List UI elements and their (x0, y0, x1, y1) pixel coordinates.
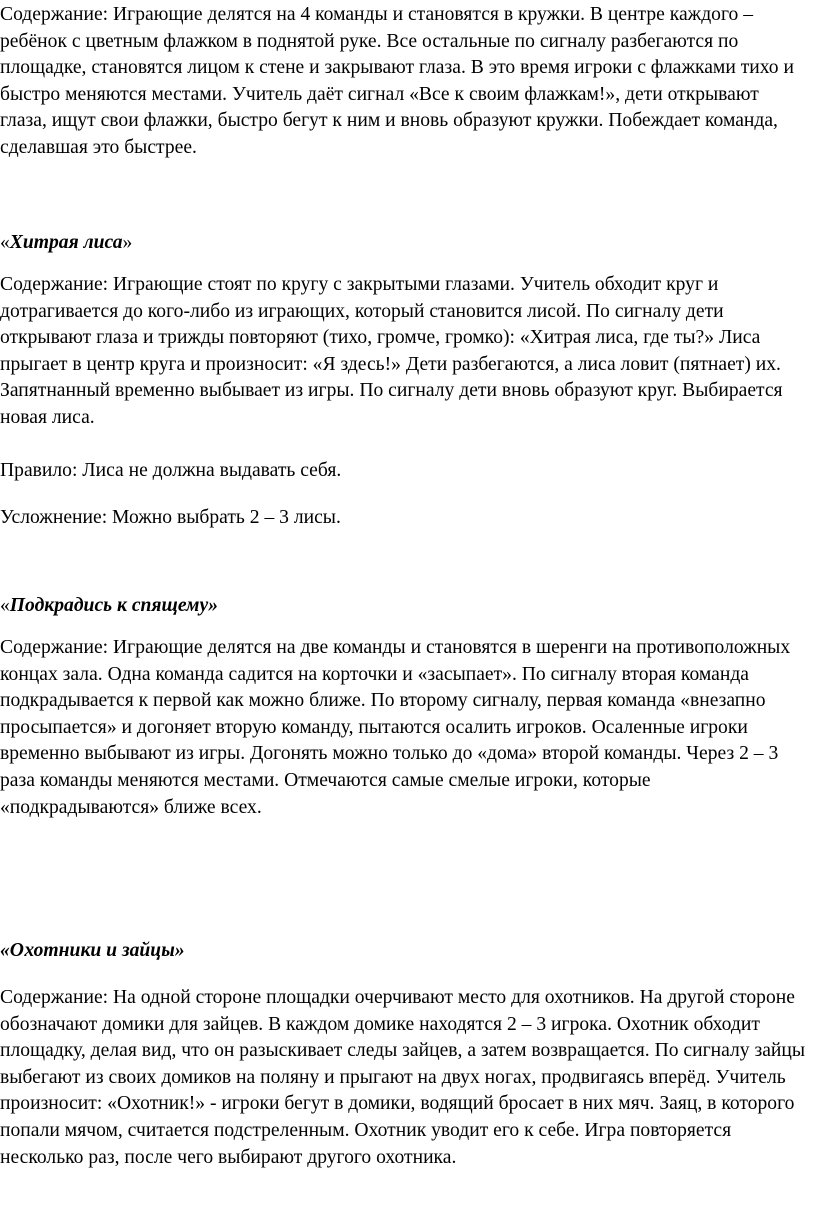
game-title-sneak-to-sleeper (0, 593, 218, 620)
game-title-text: Хитрая лиса (9, 232, 123, 253)
game-title-text: Охотники и зайцы (9, 940, 175, 961)
open-quote: « (0, 232, 10, 253)
game-content-paragraph: Содержание: На одной стороне площадки очерчивают место для охотников. На другой стороне обозначают домики для зайцев. В каждом домике находятся 2 – 3 игрока. Охотник обходит площадку, делая вид, что он разыскивает следы зайцев, а затем возвращается. По сигналу зайцы выбегают из своих домиков на поляну и прыгают на двух ногах, продвигаясь вперёд. Учитель произносит: «Охотник!» - игроки бегут в домики, водящий бросает в них мяч. Заяц, в которого попали мячом, считается подстреленным. Охотник уводит его к себе. Игра повторяется несколько раз, после чего выбирают другого охотника. (0, 987, 806, 1168)
game-title-sly-fox (0, 230, 132, 257)
open-quote: « (0, 940, 10, 961)
close-quote: » (174, 940, 185, 961)
game-title-text: Подкрадись к спящему (9, 595, 209, 616)
game-complication-paragraph: Усложнение: Можно выбрать 2 – 3 лисы. (0, 507, 341, 528)
game-title-hunters-and-hares (0, 938, 185, 965)
game-rule-paragraph: Правило: Лиса не должна выдавать себя. (0, 460, 342, 481)
game-content-paragraph: Содержание: Играющие делятся на две команды и становятся в шеренги на противоположных концах зала. Одна команда садится на корточки и «засыпает». По сигналу вторая команда подкрадывается к первой как можно ближе. По второму сигналу, первая команда «внезапно просыпается» и догоняет вторую команду, пытаются осалить игроков. Осаленные игроки временно выбывают из игры. Догонять можно только до «дома» второй команды. Через 2 – 3 раза команды меняются местами. Отмечаются самые смелые игроки, которые «подкрадываются» ближе всех. (0, 637, 791, 818)
close-quote: » (122, 232, 133, 253)
game-content-paragraph: Содержание: Играющие стоят по кругу с закрытыми глазами. Учитель обходит круг и дотрагивается до кого-либо из играющих, который становится лисой. По сигналу дети открывают глаза и трижды повторяют (тихо, громче, громко): «Хитрая лиса, где ты?» Лиса прыгает в центр круга и произносит: «Я здесь!» Дети разбегаются, а лиса ловит (пятнает) их. Запятнанный временно выбывает из игры. По сигналу дети вновь образуют круг. Выбирается новая лиса. (0, 274, 783, 428)
game-content-paragraph: Содержание: Играющие делятся на 4 команды и становятся в кружки. В центре каждого – ребёнок с цветным флажком в поднятой руке. Все остальные по сигналу разбегаются по площадке, становятся лицом к стене и закрывают глаза. В это время игроки с флажками тихо и быстро меняются местами. Учитель даёт сигнал «Все к своим флажкам!», дети открывают глаза, ищут свои флажки, быстро бегут к ним и вновь образуют кружки. Побеждает команда, сделавшая это быстрее. (0, 4, 794, 158)
close-quote: » (208, 595, 218, 616)
open-quote: « (0, 595, 10, 616)
